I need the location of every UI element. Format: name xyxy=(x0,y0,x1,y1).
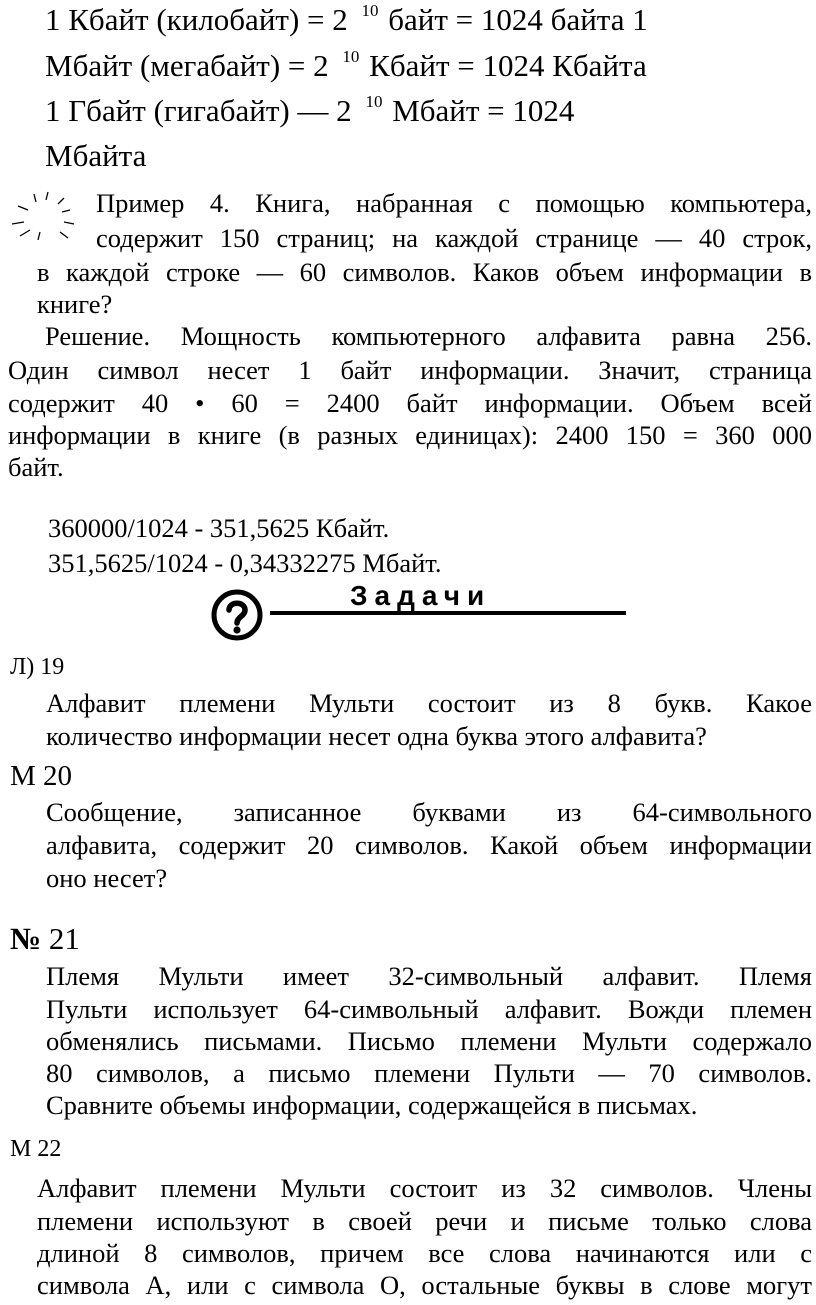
unit-kb-text-tail: байт = 1024 байта 1 xyxy=(380,2,648,37)
example-line-2: содержит 150 страниц; на каждой странице — 40 строк, xyxy=(96,223,812,253)
task-22-line-1: Алфавит племени Мульти состоит из 32 символов. Члены xyxy=(37,1173,812,1203)
task-21-number-value: 21 xyxy=(48,921,80,956)
calc-kilobytes: 360000/1024 - 351,5625 Кбайт. xyxy=(48,513,390,543)
sparkle-icon xyxy=(8,188,80,248)
task-21-line-1: Племя Мульти имеет 32-символьный алфавит. Племя xyxy=(46,961,812,991)
solution-line-3: содержит 40 • 60 = 2400 байт информации. Объем всей xyxy=(8,388,812,418)
example-line-1: Пример 4. Книга, набранная с помощью компьютера, xyxy=(96,188,812,218)
solution-line-2: Один символ несет 1 байт информации. Значит, страница xyxy=(8,355,812,385)
unit-mb-text: Мбайт (мегабайт) = 2 xyxy=(45,48,337,83)
unit-gb-text: 1 Гбайт (гигабайт) — 2 xyxy=(45,93,360,128)
unit-mb-text-tail: Кбайт = 1024 Кбайта xyxy=(361,48,647,83)
task-19-line-1: Алфавит племени Мульти состоит из 8 букв. Какое xyxy=(46,688,812,718)
task-22-number: М 22 xyxy=(10,1136,62,1162)
unit-gb-exponent: 10 xyxy=(365,92,383,111)
unit-megabyte-line xyxy=(45,48,647,84)
unit-gigabyte-tail: Мбайта xyxy=(45,138,147,173)
task-22-line-3: длиной 8 символов, причем все слова начинаются или с xyxy=(37,1238,812,1268)
example-line-3: в каждой строке — 60 символов. Каков объем информации в xyxy=(37,257,812,287)
calc-megabytes: 351,5625/1024 - 0,34332275 Мбайт. xyxy=(48,548,442,578)
task-20-line-1: Сообщение, записанное буквами из 64-символьного xyxy=(46,797,812,827)
question-circle-icon xyxy=(210,588,264,642)
tasks-heading xyxy=(210,578,630,648)
task-21-line-3: обменялись письмами. Письмо племени Мульти содержало xyxy=(46,1026,812,1056)
solution-line-5: байт. xyxy=(8,452,64,482)
task-22-line-4: символа А, или с символа О, остальные буквы в слове могут xyxy=(37,1270,812,1300)
unit-kb-text: 1 Кбайт (килобайт) = 2 xyxy=(45,2,356,37)
task-21-number xyxy=(10,921,80,957)
unit-mb-exponent: 10 xyxy=(342,47,360,66)
unit-gb-text-tail: Мбайт = 1024 xyxy=(384,93,575,128)
task-20-line-3: оно несет? xyxy=(46,863,168,893)
number-sign: № xyxy=(10,921,42,956)
task-20-line-2: алфавита, содержит 20 символов. Какой объем информации xyxy=(46,830,812,860)
unit-kb-exponent: 10 xyxy=(361,1,379,20)
unit-gigabyte-line xyxy=(45,93,574,129)
solution-line-1: Решение. Мощность компьютерного алфавита равна 256. xyxy=(45,321,812,351)
task-21-line-4: 80 символов, а письмо племени Пульти — 70 символов. xyxy=(46,1058,812,1088)
example-line-4: книге? xyxy=(37,289,113,319)
solution-line-4: информации в книге (в разных единицах): 2400 150 = 360 000 xyxy=(8,420,812,450)
task-21-line-5: Сравните объемы информации, содержащейся в письмах. xyxy=(46,1090,698,1120)
unit-kilobyte-line xyxy=(45,2,648,38)
tasks-title: Задачи xyxy=(350,580,492,611)
task-19-number: Л) 19 xyxy=(10,654,65,680)
task-19-line-2: количество информации несет одна буква этого алфавита? xyxy=(46,721,707,751)
task-22-line-2: племени используют в своей речи и письме только слова xyxy=(37,1206,812,1236)
task-21-line-2: Пульти использует 64-символьный алфавит. Вожди племен xyxy=(46,994,812,1024)
task-20-number: М 20 xyxy=(10,760,73,792)
